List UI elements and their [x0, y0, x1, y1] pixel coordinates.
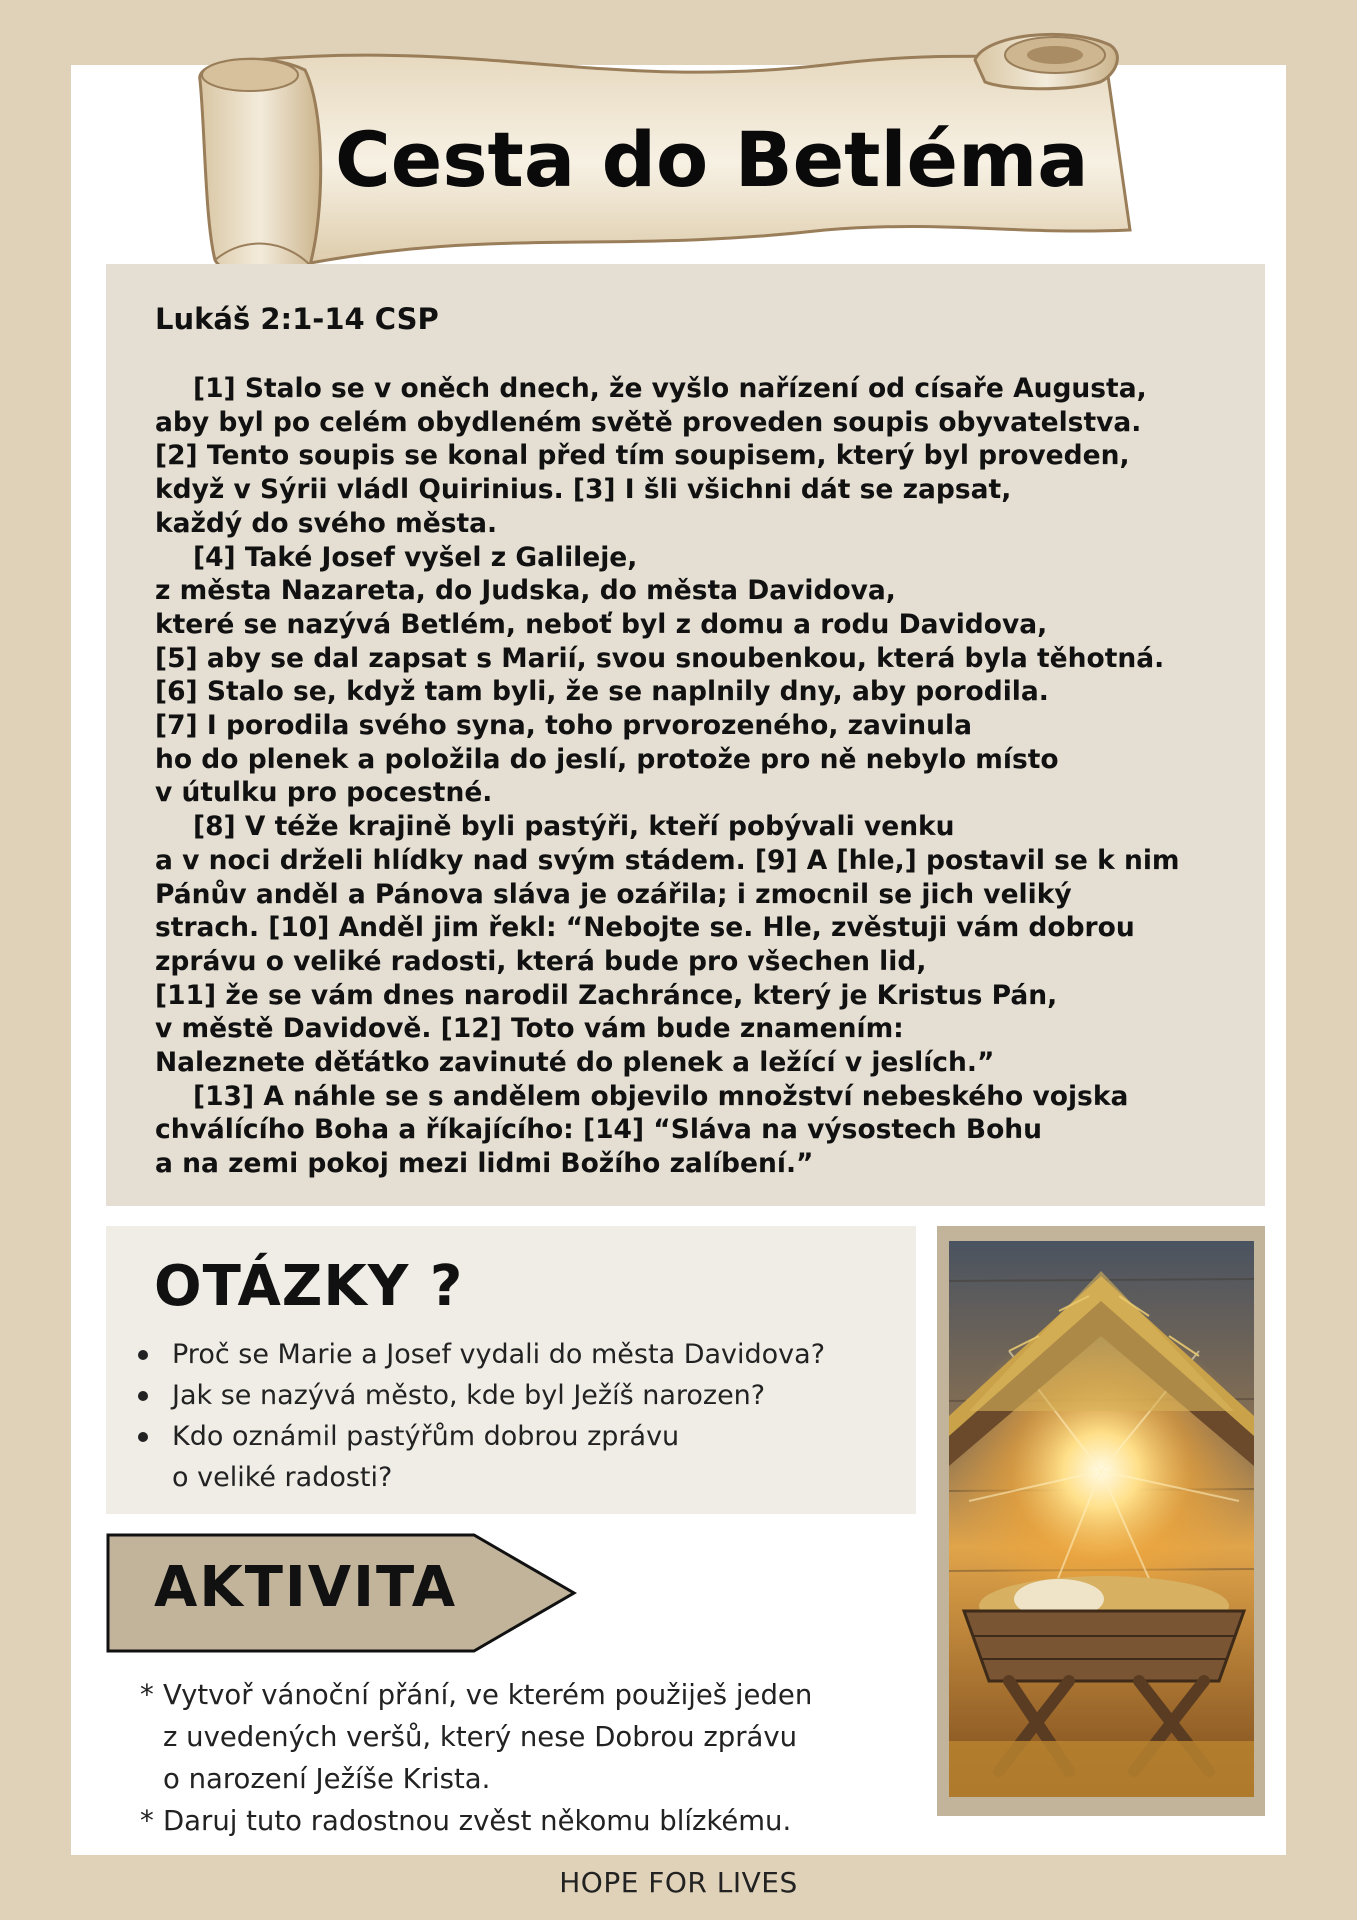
verse-line: aby byl po celém obydleném světě proveden soupis obyvatelstva. — [155, 406, 1142, 438]
question-text: Jak se nazývá město, kde byl Ježíš narozen? — [172, 1380, 766, 1411]
verse-line: [6] Stalo se, když tam byli, že se naplnily dny, aby porodila. — [155, 676, 1049, 708]
verse-line: a na zemi pokoj mezi lidmi Božího zalíbení.” — [155, 1148, 814, 1180]
verse-line: [2] Tento soupis se konal před tím soupisem, který byl proveden, — [155, 440, 1130, 472]
activity-heading: AKTIVITA — [154, 1555, 458, 1620]
question-text: Proč se Marie a Josef vydali do města Davidova? — [172, 1339, 826, 1370]
verse-line: když v Sýrii vládl Quirinius. [3] I šli všichni dát se zapsat, — [155, 474, 1012, 506]
bullet-icon — [138, 1350, 148, 1360]
image-frame — [937, 1226, 1265, 1816]
manger-illustration-icon — [949, 1241, 1254, 1797]
questions-box — [106, 1226, 916, 1514]
asterisk-marker: * — [140, 1679, 154, 1711]
title-banner — [185, 20, 1145, 290]
verse-line: chválícího Boha a říkajícího: [14] “Sláva na výsostech Bohu — [155, 1114, 1043, 1146]
scripture-reference: Lukáš 2:1-14 CSP — [155, 302, 439, 336]
task-text: o narození Ježíše Krista. — [163, 1763, 491, 1795]
verse-line: [11] že se vám dnes narodil Zachránce, který je Kristus Pán, — [155, 979, 1058, 1011]
verse-line: zprávu o veliké radosti, která bude pro všechen lid, — [155, 945, 927, 977]
scripture-text — [155, 372, 1180, 1181]
activity-header — [106, 1533, 578, 1653]
question-item — [106, 1375, 825, 1416]
question-text: Kdo oznámil pastýřům dobrou zprávu — [172, 1421, 680, 1452]
verse-line: [7] I porodila svého syna, toho prvorozeného, zavinula — [155, 710, 972, 742]
verse-line: [4] Také Josef vyšel z Galileje, — [193, 541, 638, 573]
question-text: o veliké radosti? — [172, 1462, 393, 1493]
task-text: Daruj tuto radostnou zvěst někomu blízkému. — [163, 1805, 792, 1837]
activity-task — [140, 1674, 812, 1800]
task-text: Vytvoř vánoční přání, ve kterém použiješ jeden — [163, 1679, 813, 1711]
verse-line: a v noci drželi hlídky nad svým stádem. [9] A [hle,] postavil se k nim — [155, 844, 1180, 876]
verse-line: z města Nazareta, do Judska, do města Davidova, — [155, 575, 896, 607]
verse-line: v útulku pro pocestné. — [155, 777, 493, 809]
question-item — [106, 1416, 825, 1498]
verse-line: [13] A náhle se s andělem objevilo množství nebeského vojska — [193, 1080, 1129, 1112]
questions-heading: OTÁZKY ? — [154, 1254, 464, 1319]
verse-line: [8] V téže krajině byli pastýři, kteří pobývali venku — [193, 811, 955, 843]
scripture-box — [106, 264, 1265, 1206]
activity-task — [140, 1800, 812, 1842]
verse-line: každý do svého města. — [155, 507, 498, 539]
verse-line: Pánův anděl a Pánova sláva je ozářila; i zmocnil se jich veliký — [155, 878, 1072, 910]
bullet-icon — [138, 1432, 148, 1442]
verse-line: [5] aby se dal zapsat s Marií, svou snoubenkou, která byla těhotná. — [155, 642, 1165, 674]
verse-line: [1] Stalo se v oněch dnech, že vyšlo nařízení od císaře Augusta, — [193, 373, 1147, 404]
asterisk-marker: * — [140, 1805, 154, 1837]
verse-line: Naleznete děťátko zavinuté do plenek a ležící v jeslích.” — [155, 1047, 995, 1079]
question-item — [106, 1334, 825, 1375]
verse-line: v městě Davidově. [12] Toto vám bude znamením: — [155, 1013, 904, 1045]
page-title: Cesta do Betléma — [335, 115, 1089, 204]
verse-line: strach. [10] Anděl jim řekl: “Nebojte se. Hle, zvěstuji vám dobrou — [155, 912, 1135, 944]
bullet-icon — [138, 1391, 148, 1401]
activity-tasks — [140, 1674, 812, 1842]
questions-list — [106, 1334, 825, 1498]
verse-line: ho do plenek a položila do jeslí, protože pro ně nebylo místo — [155, 743, 1059, 775]
verse-line: které se nazývá Betlém, neboť byl z domu a rodu Davidova, — [155, 608, 1048, 640]
footer-brand: HOPE FOR LIVES — [559, 1866, 798, 1899]
task-text: z uvedených veršů, který nese Dobrou zprávu — [163, 1721, 798, 1753]
